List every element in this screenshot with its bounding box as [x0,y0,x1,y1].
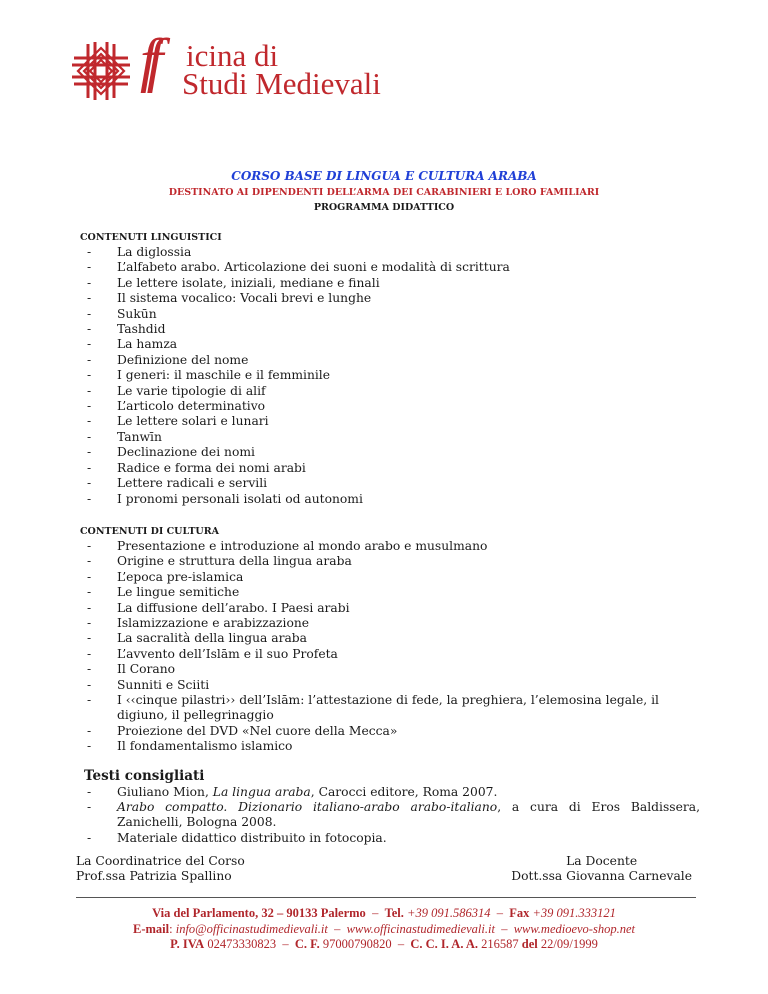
book-title: Arabo compatto. Dizionario italiano-arabo arabo-italiano [117,800,498,814]
list-item: - Le varie tipologie di alif [80,384,700,399]
program-heading: PROGRAMMA DIDATTICO [313,202,455,213]
list-item: - La diffusione dell’arabo. I Paesi arabi [80,601,700,616]
fax-label: Fax [509,906,530,920]
list-item: - I generi: il maschile e il femminile [80,368,700,383]
list-item: - Islamizzazione e arabizzazione [80,616,700,631]
logo [70,27,410,101]
tel-label: Tel. [384,906,404,920]
book-author: Giuliano Mion, [117,784,213,799]
cf-number: 97000790820 [322,937,392,951]
list-item: - La hamza [80,337,700,352]
email-label: E-mail [133,921,170,936]
linguistic-list [80,245,700,507]
email-link[interactable]: info@officinastudimedievali.it [175,921,328,936]
list-item: - Le lingue semitiche [80,585,700,600]
list-item: - Definizione del nome [80,353,700,368]
list-item: - I ‹‹cinque pilastri›› dell’Islām: l’attestazione di fede, la preghiera, l’elemosina legale, il digiuno, il pellegrinaggio [80,693,700,724]
footer-address: Via del Parlamento, 32 – 90133 Palermo [152,906,366,920]
document-body [80,230,700,846]
list-item: - L’avvento dell’Islām e il suo Profeta [80,647,700,662]
recommended-texts-heading: Testi consigliati [84,767,205,784]
list-item: - Le lettere solari e lunari [80,414,700,429]
list-item: - Declinazione dei nomi [80,445,700,460]
list-item: - Tanwīn [80,430,700,445]
cciaa-label: C. C. I. A. A. [410,937,479,951]
cf-label: C. F. [294,937,320,951]
course-subtitle: DESTINATO AI DIPENDENTI DELL’ARMA DEI CARABINIERI E LORO FAMILIARI [168,187,600,198]
list-item: - Il fondamentalismo islamico [80,739,700,754]
coordinator-name: Prof.ssa Patrizia Spallino [76,869,232,884]
website-link[interactable]: www.officinastudimedievali.it [346,921,495,936]
list-item [80,800,700,831]
list-item: - Lettere radicali e servili [80,476,700,491]
list-item: - La sacralità della lingua araba [80,631,700,646]
document-header [0,168,768,216]
logo-text-line2: Studi Medievali [182,66,381,101]
teacher-name: Dott.ssa Giovanna Carnevale [511,869,692,884]
footer [40,906,728,953]
list-item: - Materiale didattico distribuito in fotocopia. [80,831,700,846]
linguistic-section-heading: CONTENUTI LINGUISTICI [80,232,222,243]
del-label: del [521,937,538,951]
list-item: - Proiezione del DVD «Nel cuore della Mecca» [80,724,700,739]
list-item: - L’epoca pre-islamica [80,570,700,585]
list-item: - L’alfabeto arabo. Articolazione dei suoni e modalità di scrittura [80,260,700,275]
footer-line-web: E-mail: info@officinastudimedievali.it – www.officinastudimedievali.it – www.medioevo-shop.net [133,921,635,936]
footer-line-contacts: Via del Parlamento, 32 – 90133 Palermo – Tel. +39 091.586314 – Fax +39 091.333121 [152,906,616,920]
list-item: - L’articolo determinativo [80,399,700,414]
footer-divider [76,897,696,898]
book-title: La lingua araba [212,784,311,799]
shop-website-link[interactable]: www.medioevo-shop.net [513,921,635,936]
list-item: - La diglossia [80,245,700,260]
culture-section-heading: CONTENUTI DI CULTURA [80,525,219,537]
teacher-signature [511,854,692,885]
cciaa-number: 216587 [481,937,519,951]
fax-number: +39 091.333121 [532,906,616,920]
coordinator-signature [76,854,245,885]
piva-number: 02473330823 [207,937,277,951]
coordinator-role: La Coordinatrice del Corso [76,854,245,868]
footer-line-fiscal: P. IVA 02473330823 – C. F. 97000790820 – C. C. I. A. A. 216587 del 22/09/1999 [170,937,598,951]
list-item: - Il Corano [80,662,700,677]
list-item: - Radice e forma dei nomi arabi [80,461,700,476]
list-item: - Il sistema vocalico: Vocali brevi e lunghe [80,291,700,306]
logo-text-line1: icina di [186,38,279,73]
teacher-role: La Docente [566,854,638,868]
book-details: , Carocci editore, Roma 2007. [310,784,498,799]
culture-list [80,539,700,755]
list-item [80,785,700,800]
logo-monogram: ff [140,27,154,93]
course-title: CORSO BASE DI LINGUA E CULTURA ARABA [231,169,537,183]
list-item: - I pronomi personali isolati od autonomi [80,492,700,507]
list-item: - Origine e struttura della lingua araba [80,554,700,569]
logo-knot-icon [70,40,132,102]
registration-date: 22/09/1999 [540,937,598,951]
list-item: - Sunniti e Sciiti [80,678,700,693]
list-item: - Sukūn [80,307,700,322]
piva-label: P. IVA [170,937,205,951]
list-item: - Le lettere isolate, iniziali, mediane e finali [80,276,700,291]
tel-number: +39 091.586314 [407,906,491,920]
recommended-texts-list [80,785,700,847]
book-details: , a cura di Eros Baldissera, Zanichelli, Bologna 2008. [117,800,700,830]
list-item: - Tashdid [80,322,700,337]
list-item: - Presentazione e introduzione al mondo arabo e musulmano [80,539,700,554]
